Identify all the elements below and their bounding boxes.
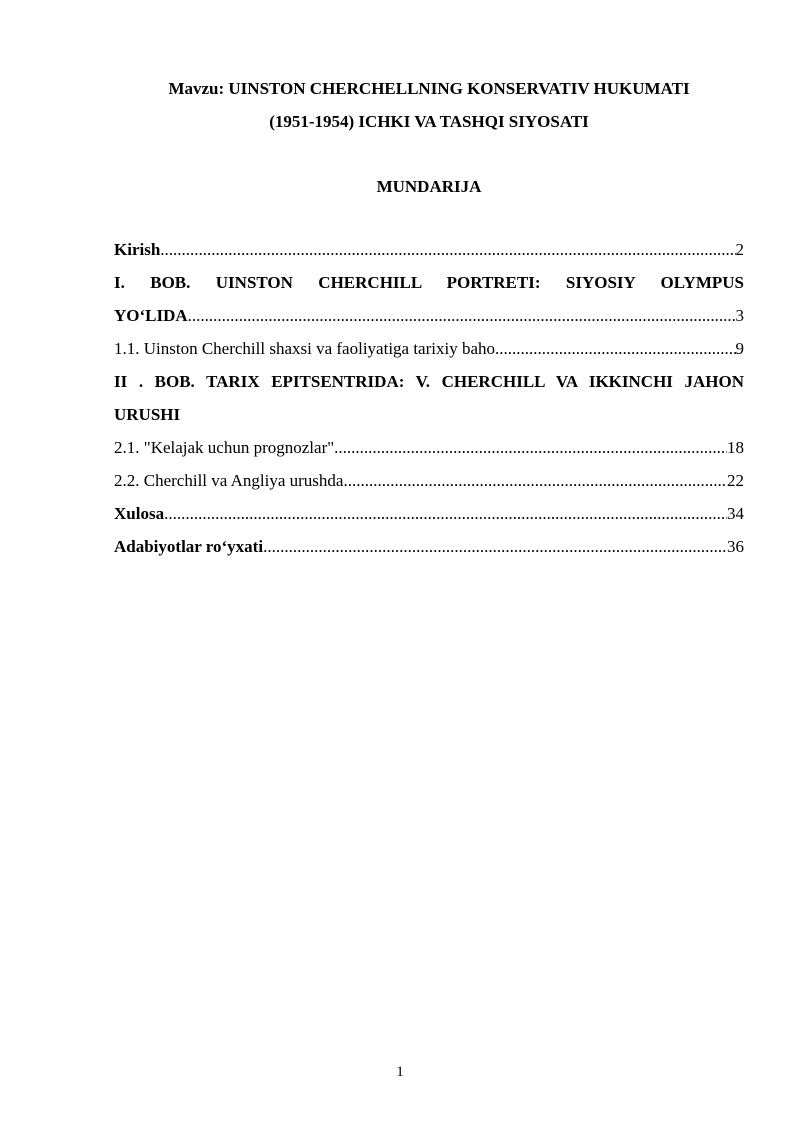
toc-entry-page: 22 bbox=[727, 471, 744, 490]
toc-leader-dots bbox=[188, 299, 736, 332]
toc-entry-label: Kirish bbox=[114, 240, 161, 259]
toc-leader-dots bbox=[263, 530, 727, 563]
toc-entry-xulosa bbox=[114, 497, 744, 530]
toc-entry-page: 3 bbox=[735, 306, 744, 325]
toc-entry-section-2-2 bbox=[114, 464, 744, 497]
toc-leader-dots bbox=[164, 497, 727, 530]
toc-entry-page: 34 bbox=[727, 504, 744, 523]
toc-entry-label: 2.1. "Kelajak uchun prognozlar" bbox=[114, 438, 335, 457]
toc-entry-section-1-1 bbox=[114, 332, 744, 365]
toc-entry-page: 9 bbox=[735, 339, 744, 358]
page-number: 1 bbox=[396, 1064, 404, 1080]
toc-entry-chapter-1 bbox=[114, 299, 744, 332]
toc-entry-kirish bbox=[114, 233, 744, 266]
title-line-1: Mavzu: UINSTON CHERCHELLNING KONSERVATIV HUKUMATI bbox=[168, 79, 690, 98]
table-of-contents bbox=[114, 233, 744, 563]
toc-entry-page: 18 bbox=[727, 438, 744, 457]
toc-chapter-2-line-1: II . BOB. TARIX EPITSENTRIDA: V. CHERCHILL VA IKKINCHI JAHON bbox=[114, 372, 744, 391]
title-line-2: (1951-1954) ICHKI VA TASHQI SIYOSATI bbox=[269, 112, 589, 131]
toc-entry-adabiyotlar bbox=[114, 530, 744, 563]
toc-entry-label: 2.2. Cherchill va Angliya urushda bbox=[114, 471, 344, 490]
toc-entry-page: 2 bbox=[735, 240, 744, 259]
toc-chapter-1-line-1: I. BOB. UINSTON CHERCHILL PORTRETI: SIYOSIY OLYMPUS bbox=[114, 273, 744, 292]
toc-entry-label: Xulosa bbox=[114, 504, 165, 523]
toc-leader-dots bbox=[343, 464, 727, 497]
toc-entry-section-2-1 bbox=[114, 431, 744, 464]
toc-leader-dots bbox=[160, 233, 735, 266]
toc-entry-label: YO‘LIDA bbox=[114, 306, 188, 325]
toc-entry-label: Adabiyotlar ro‘yxati bbox=[114, 537, 264, 556]
toc-chapter-2-line-2: URUSHI bbox=[114, 405, 181, 424]
toc-leader-dots bbox=[495, 332, 735, 365]
document-title bbox=[114, 72, 744, 138]
toc-leader-dots bbox=[334, 431, 727, 464]
toc-heading: MUNDARIJA bbox=[376, 177, 482, 196]
toc-entry-page: 36 bbox=[727, 537, 744, 556]
toc-entry-label: 1.1. Uinston Cherchill shaxsi va faoliyatiga tarixiy baho bbox=[114, 339, 496, 358]
